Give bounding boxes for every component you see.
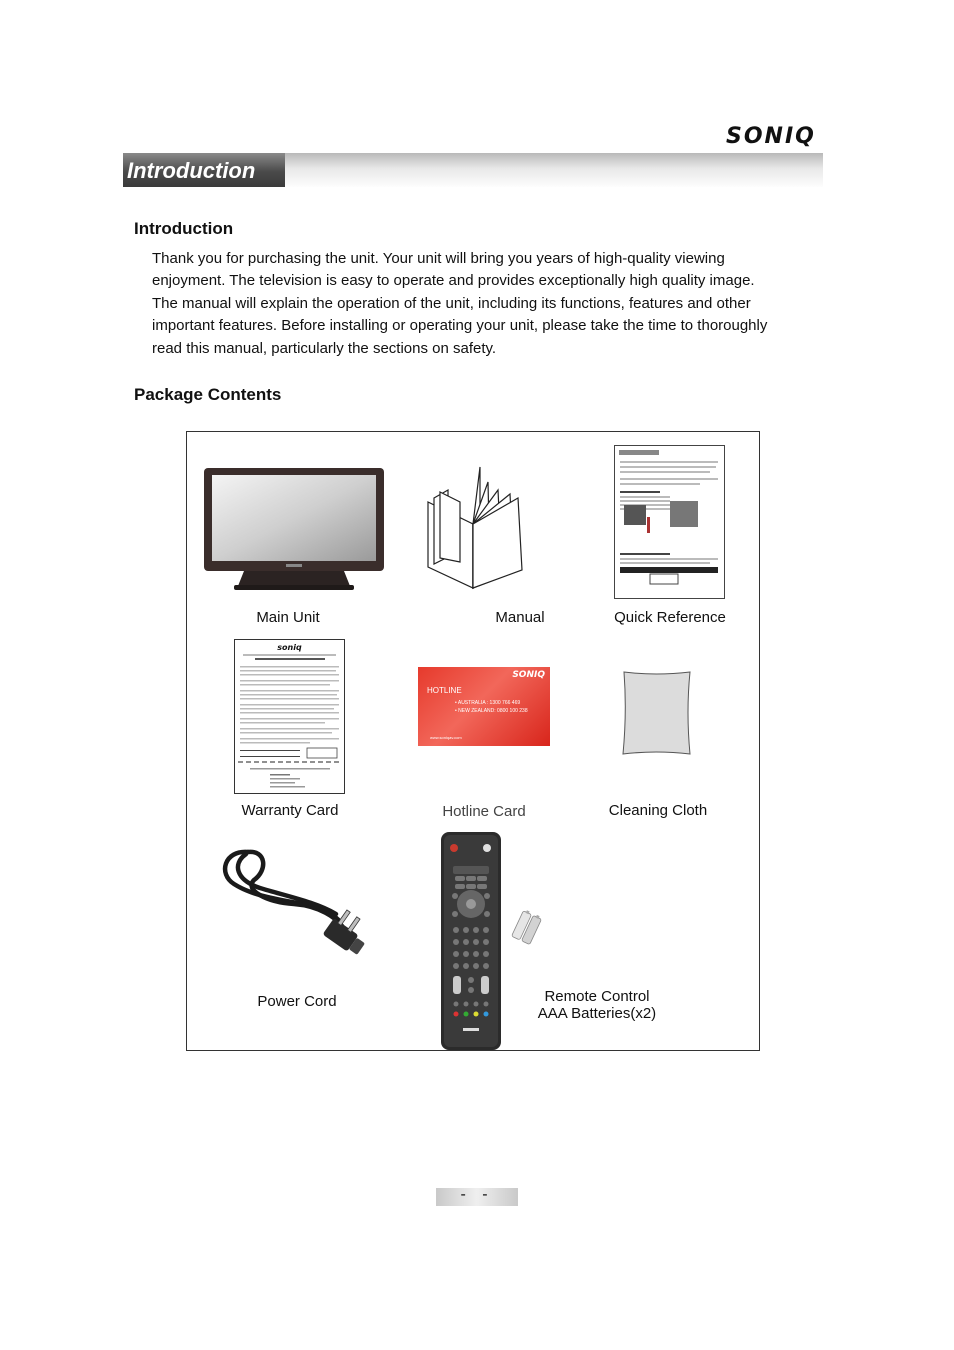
power-cord-image (216, 844, 378, 960)
intro-line: The manual will explain the operation of the unit, including its functions, features and other (152, 294, 751, 312)
quick-reference-image (614, 445, 725, 599)
cleaning-cloth-image (620, 670, 694, 756)
hotline-card-brand: SONIQ (512, 670, 545, 680)
label-remote-control: Remote Control (544, 988, 650, 1005)
label-power-cord: Power Cord (257, 993, 337, 1010)
brand-logo: SONIQ (726, 124, 816, 149)
intro-line: enjoyment. The television is easy to operate and provides exceptionally high quality image. (152, 272, 755, 290)
intro-line: important features. Before installing or operating your unit, please take the time to thoroughly (152, 317, 768, 335)
batteries-image (510, 910, 544, 948)
intro-line: read this manual, particularly the sections on safety. (152, 339, 497, 357)
section-banner-title: Introduction (127, 158, 256, 183)
label-warranty-card: Warranty Card (241, 802, 339, 819)
hotline-card-new-zealand: • NEW ZEALAND: 0800 100 238 (455, 708, 528, 714)
hotline-card-title: HOTLINE (427, 686, 462, 695)
label-cleaning-cloth: Cleaning Cloth (608, 802, 708, 819)
warranty-card-image (234, 639, 345, 794)
label-main-unit: Main Unit (256, 609, 320, 626)
intro-heading: Introduction (134, 219, 234, 238)
hotline-card-australia: • AUSTRALIA : 1300 766 469 (455, 700, 521, 706)
package-heading: Package Contents (134, 385, 282, 404)
hotline-card-web: www.soniqav.com (430, 735, 462, 740)
warranty-card-lines (235, 652, 344, 790)
label-hotline-card: Hotline Card (442, 803, 526, 820)
page-number: - - (460, 1186, 494, 1203)
hotline-card-image (418, 667, 550, 746)
manual-image (418, 462, 528, 592)
label-manual: Manual (495, 609, 545, 626)
warranty-card-brand: soniq (277, 643, 302, 652)
intro-paragraph (152, 248, 792, 360)
label-quick-reference: Quick Reference (614, 609, 726, 626)
remote-control-image (441, 832, 501, 1050)
tv-image (204, 468, 385, 594)
intro-line: Thank you for purchasing the unit. Your unit will bring you years of high-quality viewing (152, 250, 725, 267)
label-batteries: AAA Batteries(x2) (537, 1005, 657, 1022)
